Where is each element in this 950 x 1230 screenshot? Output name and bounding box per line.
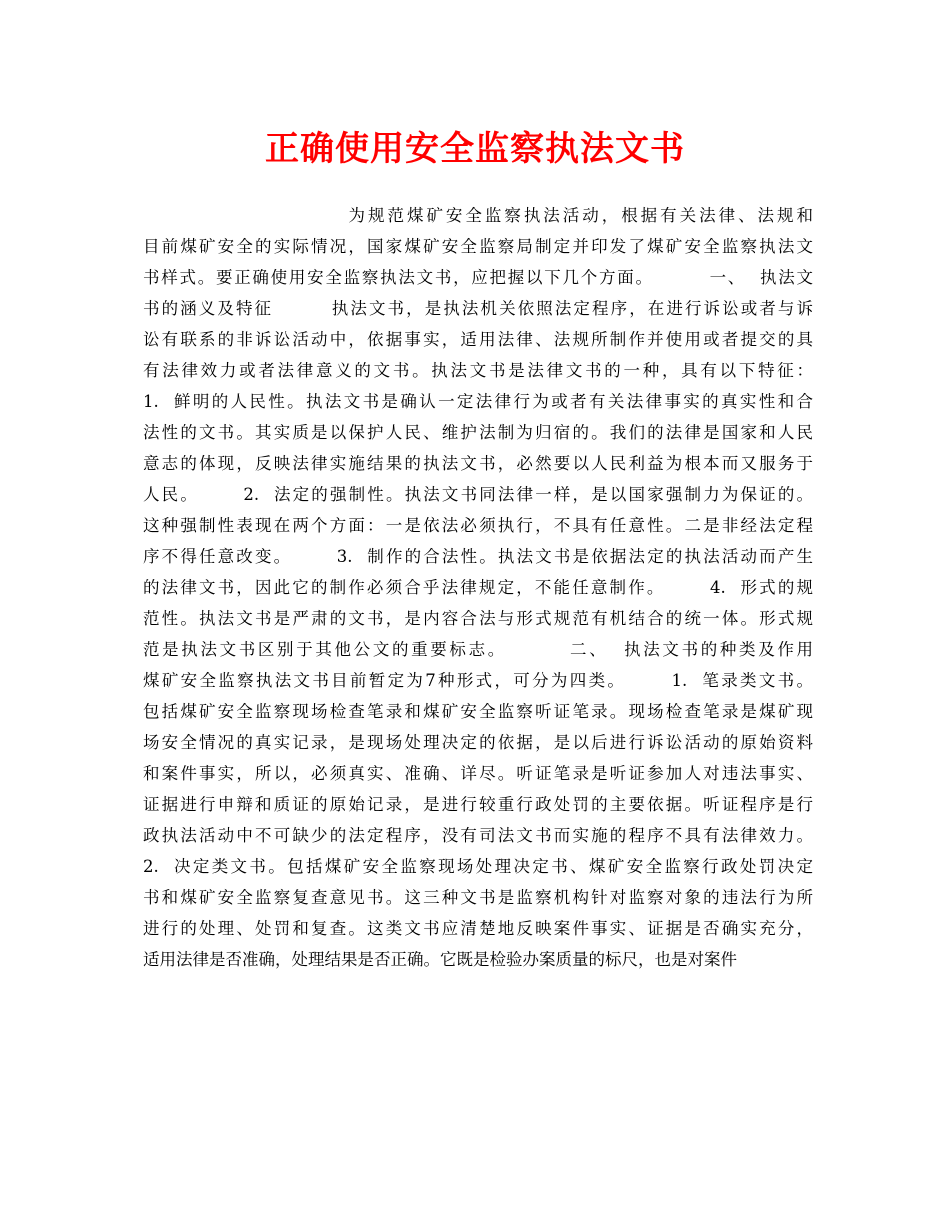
body-line: 目前煤矿安全的实际情况，国家煤矿安全监察局制定并印发了煤矿安全监察执法文 bbox=[143, 237, 813, 256]
body-line: 书和煤矿安全监察复查意见书。这三种文书是监察机构针对监察对象的违法行为所 bbox=[143, 888, 813, 907]
body-line: 证据进行申辩和质证的原始记录，是进行较重行政处罚的主要依据。听证程序是行 bbox=[143, 795, 813, 814]
body-line: 进行的处理、处罚和复查。这类文书应清楚地反映案件事实、证据是否确实充分， bbox=[143, 919, 813, 938]
body-line: 1. 鲜明的人民性。执法文书是确认一定法律行为或者有关法律事实的真实性和合 bbox=[143, 392, 813, 411]
body-line: 这种强制性表现在两个方面：一是依法必须执行，不具有任意性。二是非经法定程 bbox=[143, 516, 813, 535]
body-line: 法性的文书。其实质是以保护人民、维护法制为归宿的。我们的法律是国家和人民 bbox=[143, 423, 813, 442]
body-line: 书的涵义及特征 执法文书，是执法机关依照法定程序，在进行诉讼或者与诉 bbox=[143, 299, 813, 318]
body-line: 适用法律是否准确，处理结果是否正确。它既是检验办案质量的标尺，也是对案件 bbox=[143, 950, 737, 969]
body-line: 为规范煤矿安全监察执法活动，根据有关法律、法规和 bbox=[143, 206, 813, 225]
document-body bbox=[143, 200, 813, 975]
body-line: 2. 决定类文书。包括煤矿安全监察现场处理决定书、煤矿安全监察行政处罚决定 bbox=[143, 857, 813, 876]
body-line: 包括煤矿安全监察现场检查笔录和煤矿安全监察听证笔录。现场检查笔录是煤矿现 bbox=[143, 702, 813, 721]
body-line: 人民。 2. 法定的强制性。执法文书同法律一样，是以国家强制力为保证的。 bbox=[143, 485, 813, 504]
body-line: 意志的体现，反映法律实施结果的执法文书，必然要以人民利益为根本而又服务于 bbox=[143, 454, 813, 473]
document-title: 正确使用安全监察执法文书 bbox=[265, 129, 685, 169]
body-line: 煤矿安全监察执法文书目前暂定为7种形式，可分为四类。 1. 笔录类文书。 bbox=[143, 671, 813, 690]
body-line: 讼有联系的非诉讼活动中，依据事实，适用法律、法规所制作并使用或者提交的具 bbox=[143, 330, 813, 349]
body-line: 范性。执法文书是严肃的文书，是内容合法与形式规范有机结合的统一体。形式规 bbox=[143, 609, 813, 628]
body-line: 的法律文书，因此它的制作必须合乎法律规定，不能任意制作。 4. 形式的规 bbox=[143, 578, 813, 597]
body-line: 场安全情况的真实记录，是现场处理决定的依据，是以后进行诉讼活动的原始资料 bbox=[143, 733, 813, 752]
body-line: 书样式。要正确使用安全监察执法文书，应把握以下几个方面。 一、 执法文 bbox=[143, 268, 813, 287]
body-line: 序不得任意改变。 3. 制作的合法性。执法文书是依据法定的执法活动而产生 bbox=[143, 547, 813, 566]
body-line: 范是执法文书区别于其他公文的重要标志。 二、 执法文书的种类及作用 bbox=[143, 640, 813, 659]
body-line: 有法律效力或者法律意义的文书。执法文书是法律文书的一种，具有以下特征： bbox=[143, 361, 813, 380]
body-line: 政执法活动中不可缺少的法定程序，没有司法文书而实施的程序不具有法律效力。 bbox=[143, 826, 813, 845]
body-line: 和案件事实，所以，必须真实、准确、详尽。听证笔录是听证参加人对违法事实、 bbox=[143, 764, 813, 783]
